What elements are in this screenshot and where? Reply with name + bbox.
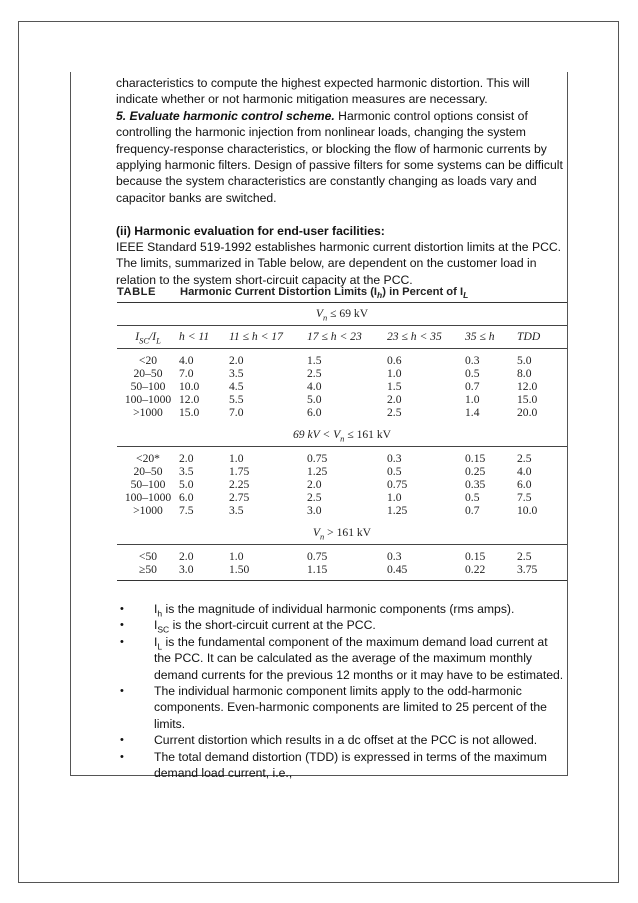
table-cell: 1.4 [465,406,480,419]
table-caption [117,282,567,303]
definitions-list [116,601,566,781]
table-cell: 2.5 [517,550,532,563]
bullet-text: is the fundamental component of the maximum demand load current at the PCC. It can be calculated as the average of the maximum monthly demand currents for the previous 12 months or it may have to be estimated. [154,634,564,682]
col-header-sc: SC [139,335,149,346]
col-header: 35 ≤ h [465,326,517,349]
table-cell: 2.5 [387,406,402,419]
table-cell: 0.75 [307,550,328,563]
table-cell: 2.5 [517,452,532,465]
table-cell: ≥50 [139,563,157,576]
table-cell: 4.5 [229,380,244,393]
table-cell: 6.0 [307,406,322,419]
bullet-icon: • [120,750,124,763]
table-row [117,367,567,380]
table-cell: <20* [136,452,160,465]
table-row [117,465,567,478]
table-cell: 20–50 [133,465,163,478]
table-cell: 20.0 [517,406,538,419]
harmonic-limits-table [117,282,567,581]
table-row [117,550,567,563]
col-header-l: L [156,335,161,346]
table-cell: 0.35 [465,478,486,491]
voltage-pre: 69 kV < V [292,428,341,441]
voltage-pre: V [315,307,323,320]
bullet-text: is the magnitude of individual harmonic components (rms amps). [162,602,515,616]
table-cell: 1.25 [307,465,328,478]
table-cell: 3.5 [229,504,244,517]
continued-paragraph: characteristics to compute the highest expected harmonic distortion. This will indicate whether or not harmonic mitigation measures are necessary. [116,76,530,107]
table-cell: 50–100 [130,478,166,491]
table-cell: 6.0 [517,478,532,491]
table-cell: 2.5 [307,491,322,504]
table-cell: 15.0 [179,406,200,419]
table-cell: 0.5 [387,465,402,478]
table-cell: 5.5 [229,393,244,406]
table-cell: 0.5 [465,491,480,504]
table-cell: 10.0 [179,380,200,393]
table-row [117,478,567,491]
voltage-header-2 [117,424,567,447]
table-cell: 12.0 [179,393,200,406]
table-cell: 5.0 [179,478,194,491]
table-cell: <50 [138,550,158,563]
table-cell: 4.0 [517,465,532,478]
table-cell: 1.25 [387,504,408,517]
bullet-text: The total demand distortion (TDD) is expressed in terms of the maximum demand load current, i.e., [154,749,547,781]
table-cell: 0.3 [387,550,402,563]
table-cell: 1.0 [229,550,244,563]
voltage-post: ≤ 161 kV [344,428,392,441]
col-header: TDD [517,326,567,349]
table-cell: 1.0 [387,491,402,504]
bullet-subscript: L [157,641,163,652]
table-row [117,393,567,406]
voltage-header-3 [117,522,567,545]
step-5-body: Harmonic control options consist of controlling the harmonic injection from nonlinear loads, changing the system frequency-response characteristics, or blocking the flow of harmonic currents by applying harmonic filters. Design of passive filters for some systems can be difficult because the system characteristics are constantly changing as loads vary and capacitor banks are switched. [116,108,563,205]
bullet-subscript: SC [157,624,170,635]
table-cell: 3.5 [229,367,244,380]
table-cell: 7.0 [229,406,244,419]
bullet-icon: • [120,685,124,698]
voltage-post: > 161 kV [324,526,372,539]
table-cell: 1.15 [307,563,328,576]
col-header-slash-i: /I [148,330,157,343]
section-heading: (ii) Harmonic evaluation for end-user facilities: [116,223,385,238]
table-cell: 8.0 [517,367,532,380]
bullet-symbol: I [154,618,158,633]
table-cell: 2.0 [229,354,244,367]
table-cell: 0.5 [465,367,480,380]
list-item [116,683,566,732]
table-cell: 1.50 [229,563,250,576]
table-cell: 100–1000 [124,491,172,504]
table-cell: 5.0 [517,354,532,367]
table-row [117,491,567,504]
limits-grid [117,303,567,581]
table-cell: <20 [138,354,158,367]
table-cell: 2.0 [179,452,194,465]
section-line-1: IEEE Standard 519-1992 establishes harmonic current distortion limits at the PCC. [116,240,562,255]
table-cell: 1.5 [387,380,402,393]
list-item [116,749,566,782]
table-cell: >1000 [133,504,163,517]
table-cell: 5.0 [307,393,322,406]
table-cell: 0.25 [465,465,486,478]
voltage-header-3-label [117,522,567,545]
table-cell: 0.6 [387,354,402,367]
list-item [116,617,566,633]
table-cell: 0.7 [465,380,480,393]
table-cell: 20–50 [133,367,163,380]
bullet-text: is the short-circuit current at the PCC. [169,618,376,633]
table-label: TABLE [117,286,156,298]
table-cell: 1.0 [229,452,244,465]
table-cell: 0.75 [387,478,408,491]
bullet-symbol: I [154,634,158,649]
table-cell: 4.0 [179,354,194,367]
table-row [117,380,567,393]
table-cell: 0.3 [465,354,480,367]
table-cell: 1.75 [229,465,250,478]
column-header-row [117,326,567,349]
table-cell: 1.0 [387,367,402,380]
table-cell: 0.45 [387,563,408,576]
body-text [116,75,566,288]
table-cell: 0.75 [307,452,328,465]
table-cell: 1.0 [465,393,480,406]
col-header-isc-il [117,326,179,349]
table-cell: 0.3 [387,452,402,465]
table-row [117,563,567,576]
table-title-sub-2: L [463,290,469,301]
table-cell: 2.0 [387,393,402,406]
voltage-sub: n [340,433,345,444]
table-cell: 2.5 [307,367,322,380]
table-cell: 7.5 [517,491,532,504]
bullet-subscript: h [157,608,163,619]
table-cell: 3.0 [307,504,322,517]
table-title-sub-1: h [377,290,383,301]
table-row [117,354,567,367]
list-item [116,634,566,683]
bullet-icon: • [120,619,124,632]
col-header: 23 ≤ h < 35 [387,326,465,349]
table-cell: 7.0 [179,367,194,380]
bullet-icon: • [120,603,124,615]
table-row [117,452,567,465]
bullet-icon: • [120,734,124,747]
table-cell: 15.0 [517,393,538,406]
list-item [116,601,566,617]
table-cell: 7.5 [179,504,194,517]
voltage-sub: n [323,312,328,323]
col-header-i: I [135,330,140,343]
table-row [117,406,567,419]
table-cell: 3.0 [179,563,194,576]
table-cell: 100–1000 [124,393,172,406]
section-line-2: The limits, summarized in Table below, are dependent on the customer load in relation to the system short-circuit capacity at the PCC. [116,256,537,287]
voltage-pre: V [312,526,321,539]
table-cell: 10.0 [517,504,538,517]
bullet-text: The individual harmonic component limits apply to the odd-harmonic components. Even-harmonic components are limited to 25 percent of the limits. [154,684,547,731]
list-item [116,732,566,748]
table-row [117,504,567,517]
table-cell: 0.22 [465,563,486,576]
table-title-part-2: ) in Percent of I [382,286,464,298]
voltage-header-2-label [117,424,567,447]
voltage-header-1-label [117,303,567,326]
col-header: 17 ≤ h < 23 [307,326,387,349]
table-cell: 2.25 [229,478,250,491]
table-cell: 4.0 [307,380,322,393]
table-cell: 3.75 [517,563,538,576]
table-cell: 1.5 [307,354,322,367]
col-header: 11 ≤ h < 17 [229,326,307,349]
voltage-sub: n [320,531,325,542]
step-5-title: 5. Evaluate harmonic control scheme. [116,108,335,123]
table-cell: 12.0 [517,380,538,393]
table-cell: 2.75 [229,491,250,504]
voltage-post: ≤ 69 kV [327,307,369,320]
table-cell: 2.0 [179,550,194,563]
voltage-header-1 [117,303,567,326]
table-cell: 3.5 [179,465,194,478]
bullet-icon: • [120,635,124,648]
table-cell: 0.15 [465,452,486,465]
table-title [180,286,469,301]
table-cell: 6.0 [179,491,194,504]
table-title-part-1: Harmonic Current Distortion Limits (I [180,286,378,298]
table-cell: 0.7 [465,504,480,517]
col-header: h < 11 [179,326,229,349]
table-cell: 0.15 [465,550,486,563]
table-cell: 50–100 [130,380,166,393]
step-5-paragraph [116,108,566,206]
bullet-text: Current distortion which results in a dc offset at the PCC is not allowed. [154,733,538,748]
bullet-symbol: I [154,602,158,616]
table-cell: 2.0 [307,478,322,491]
table-cell: >1000 [133,406,163,419]
